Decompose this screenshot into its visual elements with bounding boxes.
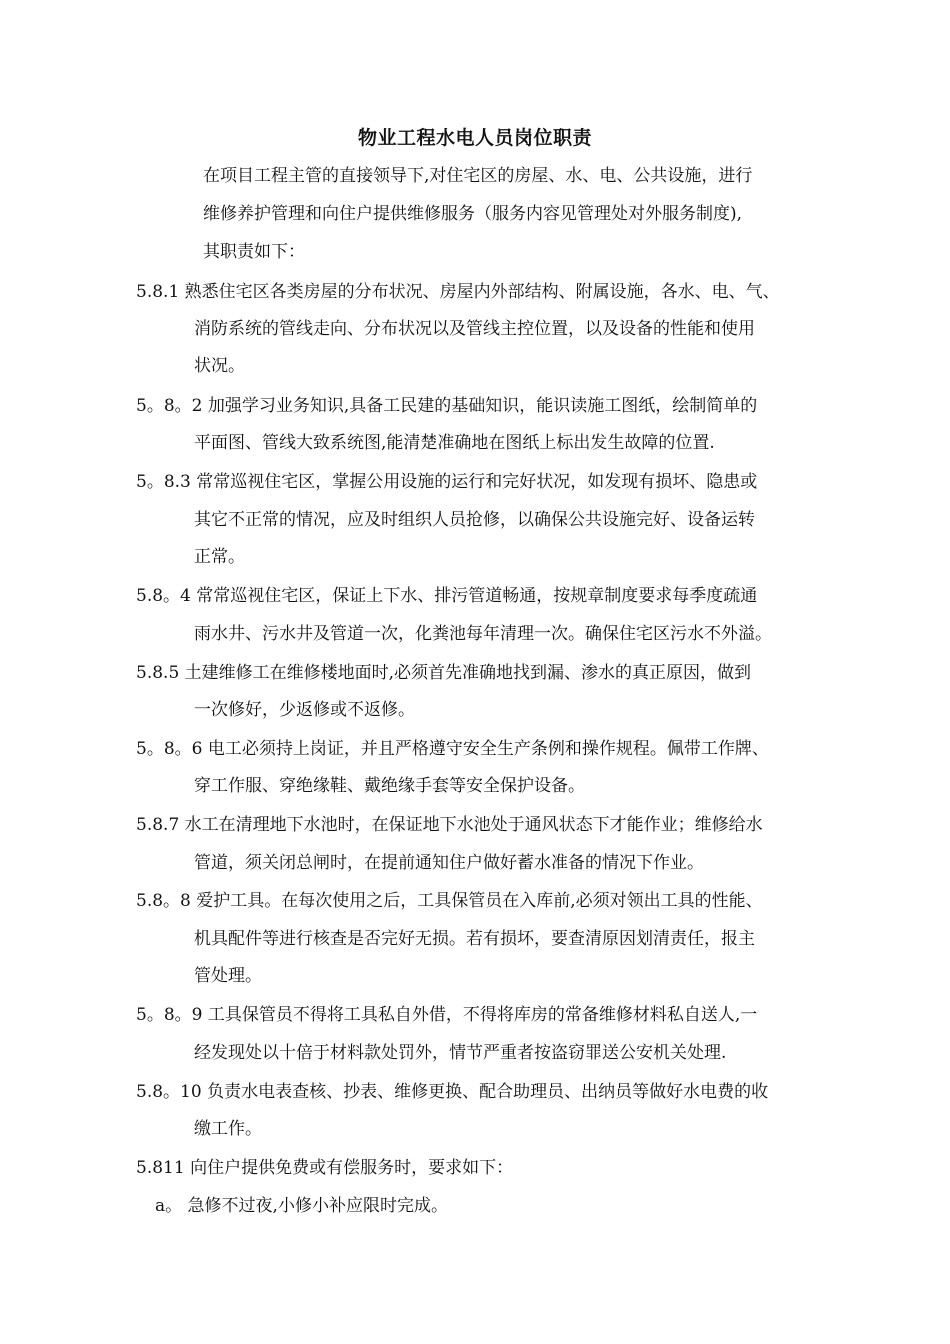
clause-continuation: 正常。: [194, 547, 245, 567]
clause-continuation: 管道，须关闭总闸时，在提前通知住户做好蓄水准备的情况下作业。: [194, 853, 704, 873]
clause-5-8-6: 5。8。6 电工必须持上岗证，并且严格遵守安全生产条例和操作规程。佩带工作牌、: [136, 739, 769, 759]
intro-line: 在项目工程主管的直接领导下,对住宅区的房屋、水、电、公共设施，进行: [203, 166, 753, 186]
document-title: 物业工程水电人员岗位职责: [357, 127, 592, 149]
clause-continuation: 状况。: [194, 356, 245, 376]
clause-5-8-7: 5.8.7 水工在清理地下水池时，在保证地下水池处于通风状态下才能作业；维修给水: [136, 815, 763, 835]
clause-continuation: 经发现处以十倍于材料款处罚外，情节严重者按盗窃罪送公安机关处理.: [194, 1043, 727, 1063]
clause-continuation: 管处理。: [194, 966, 262, 986]
clause-5-8-4: 5.8。4 常常巡视住宅区，保证上下水、排污管道畅通，按规章制度要求每季度疏通: [136, 586, 758, 606]
clause-5-8-5: 5.8.5 土建维修工在维修楼地面时,必须首先准确地找到漏、渗水的真正原因，做到: [136, 663, 752, 683]
list-item-a: a。 急修不过夜,小修小补应限时完成。: [155, 1196, 448, 1216]
clause-continuation: 机具配件等进行核查是否完好无损。若有损坏，要查清原因划清责任，报主: [194, 929, 755, 949]
clause-5-8-11: 5.811 向住户提供免费或有偿服务时，要求如下：: [136, 1158, 514, 1178]
intro-line: 维修养护管理和向住户提供维修服务（服务内容见管理处对外服务制度),: [203, 204, 743, 224]
clause-5-8-2: 5。8。2 加强学习业务知识,具备工民建的基础知识，能识读施工图纸，绘制简单的: [136, 396, 758, 416]
clause-continuation: 消防系统的管线走向、分布状况以及管线主控位置，以及设备的性能和使用: [194, 319, 755, 339]
clause-5-8-3: 5。8.3 常常巡视住宅区，掌握公用设施的运行和完好状况，如发现有损坏、隐患或: [136, 472, 758, 492]
clause-5-8-9: 5。8。9 工具保管员不得将工具私自外借，不得将库房的常备维修材料私自送人,一: [136, 1005, 758, 1025]
clause-continuation: 一次修好，少返修或不返修。: [194, 700, 415, 720]
clause-5-8-1: 5.8.1 熟悉住宅区各类房屋的分布状况、房屋内外部结构、附属设施，各水、电、气、: [136, 282, 780, 302]
clause-5-8-8: 5.8。8 爱护工具。在每次使用之后，工具保管员在入库前,必须对领出工具的性能、: [136, 891, 763, 911]
clause-continuation: 雨水井、污水井及管道一次，化粪池每年清理一次。确保住宅区污水不外溢。: [194, 624, 772, 644]
clause-continuation: 平面图、管线大致系统图,能清楚准确地在图纸上标出发生故障的位置.: [194, 433, 715, 453]
clause-continuation: 穿工作服、穿绝缘鞋、戴绝缘手套等安全保护设备。: [194, 776, 585, 796]
clause-continuation: 缴工作。: [194, 1119, 262, 1139]
clause-continuation: 其它不正常的情况，应及时组织人员抢修，以确保公共设施完好、设备运转: [194, 510, 755, 530]
intro-line: 其职责如下：: [203, 242, 305, 262]
clause-5-8-10: 5.8。10 负责水电表查核、抄表、维修更换、配合助理员、出纳员等做好水电费的收: [136, 1082, 769, 1102]
